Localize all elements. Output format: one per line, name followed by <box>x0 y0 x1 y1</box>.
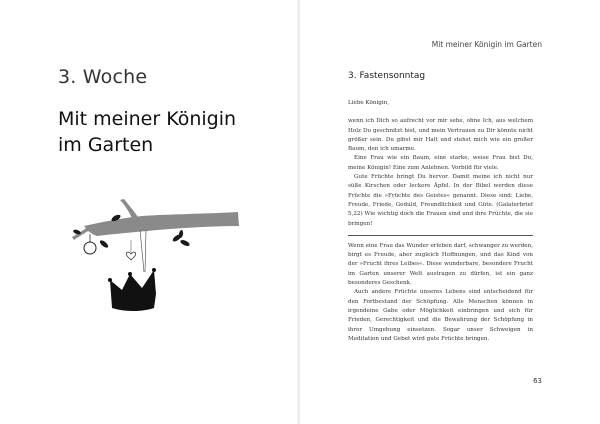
section-title: 3. Fastensonntag <box>348 71 426 81</box>
section-divider <box>348 235 533 236</box>
paragraph: Eine Frau wie ein Baum, eine starke, weise Frau bist Du, meine Königin! Eine zum Anlehnen. Vorbild für viele. <box>348 155 533 171</box>
paragraph: Auch andere Früchte unseres Lebens sind entscheidend für den Fortbestand der Schöpfung. Alle Menschen können in irgendeine Gabe oder Möglichkeit einbringen und sich für Frieden, Gerechtigkeit und die Bewahrung der Schöpfung in ihrer Umgebung einsetzen. Sogar unser Schweigen in Meditation und Gebet wird gute Früchte bringen. <box>348 289 533 342</box>
paragraph: Gute Früchte bringt Du hervor. Damit meine ich nicht nur süße Kirschen oder leckere Äpfel. In der Bibel werden diese Früchte die »Früchte des Geistes« genannt. Diese sind: Liebe, Freude, Friede, Geduld, Freundlichkeit und Güte. (Galaterbrief 5,22) Wie wichtig doch die Frauen sind und ihre Früchte, die sie bringen! <box>348 174 533 227</box>
week-label: 3. Woche <box>58 66 148 88</box>
apple-icon <box>84 242 96 254</box>
right-page <box>300 0 600 424</box>
running-head: Mit meiner Königin im Garten <box>431 40 542 49</box>
chapter-title-line1: Mit meiner Königin <box>58 108 237 130</box>
branch-icon <box>84 212 239 236</box>
leaf-icon <box>99 239 110 249</box>
chapter-title-line2: im Garten <box>58 134 154 156</box>
crown-icon <box>110 270 156 311</box>
page-number: 63 <box>533 377 542 385</box>
paragraph: Wenn eine Frau das Wunder erleben darf, schwanger zu werden, birgt es Freude, aber zugleich Hoffnungen, und das Kind von der »Frucht ihres Leibes«. Diese wunderbare, besondere Frucht im Garten unserer Welt austragen zu dürfen, ist ein ganz besonderes Geschenk. <box>348 242 533 287</box>
salutation: Liebe Königin, <box>348 100 390 106</box>
branch-twig <box>120 199 138 218</box>
branch-illustration <box>62 196 252 336</box>
chapter-title <box>58 106 258 158</box>
paragraph: wenn ich Dich so aufrecht vor mir sehe, ohne Ich, aus welchem Holz Du geschnitzt bist, und mein Vertrauen zu Dir könnte nicht größer sein. Du gibst mir Halt und stehst mich wie ein großer Baum, den ich umarme. <box>348 118 533 153</box>
letter-body <box>348 99 533 344</box>
leaf-icon <box>179 239 190 247</box>
